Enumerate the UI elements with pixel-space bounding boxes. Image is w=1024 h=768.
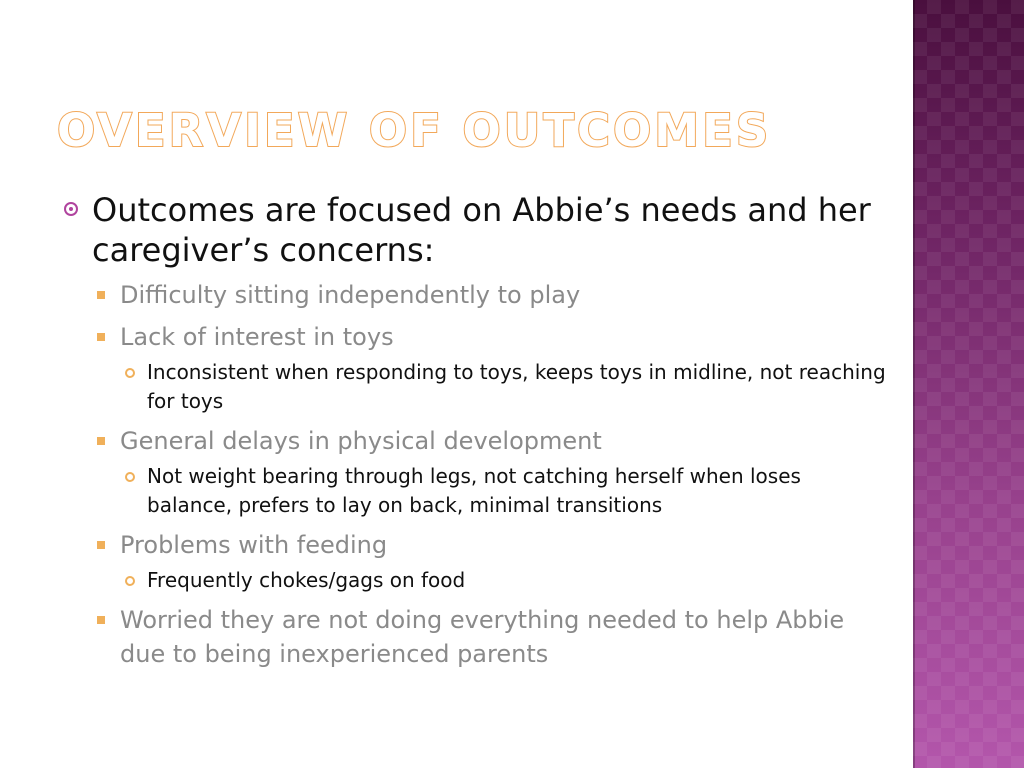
list-item — [60, 424, 890, 458]
list-item-text: Problems with feeding — [120, 531, 388, 559]
square-bullet-icon — [97, 291, 105, 299]
circle-bullet-icon — [64, 202, 78, 216]
list-item-text: General delays in physical development — [120, 427, 602, 455]
main-bullet-text: Outcomes are focused on Abbie’s needs and her caregiver’s concerns: — [92, 191, 871, 269]
list-item — [60, 528, 890, 562]
square-bullet-icon — [97, 437, 105, 445]
square-bullet-icon — [97, 616, 105, 624]
sub-list-item-text: Frequently chokes/gags on food — [147, 568, 466, 592]
list-item-text: Worried they are not doing everything needed to help Abbie due to being inexperienced parents — [120, 606, 845, 668]
list-item — [60, 320, 890, 354]
square-bullet-icon — [97, 541, 105, 549]
list-item — [60, 603, 890, 671]
sub-list-item-text: Inconsistent when responding to toys, keeps toys in midline, not reaching for toys — [147, 360, 886, 413]
sub-list-item-text: Not weight bearing through legs, not catching herself when loses balance, prefers to lay on back, minimal transitions — [147, 464, 801, 517]
slide-content — [60, 190, 890, 671]
list-item-text: Lack of interest in toys — [120, 323, 394, 351]
list-item — [60, 278, 890, 312]
square-bullet-icon — [97, 333, 105, 341]
ring-bullet-icon — [125, 576, 135, 586]
sub-list-item — [60, 566, 890, 595]
decorative-side-band — [913, 0, 1024, 768]
ring-bullet-icon — [125, 368, 135, 378]
ring-bullet-icon — [125, 472, 135, 482]
sub-list-item — [60, 358, 890, 416]
list-item-text: Difficulty sitting independently to play — [120, 281, 581, 309]
sub-list-item — [60, 462, 890, 520]
slide-title: OVERVIEW OF OUTCOMES — [57, 104, 772, 157]
main-bullet — [60, 190, 890, 270]
